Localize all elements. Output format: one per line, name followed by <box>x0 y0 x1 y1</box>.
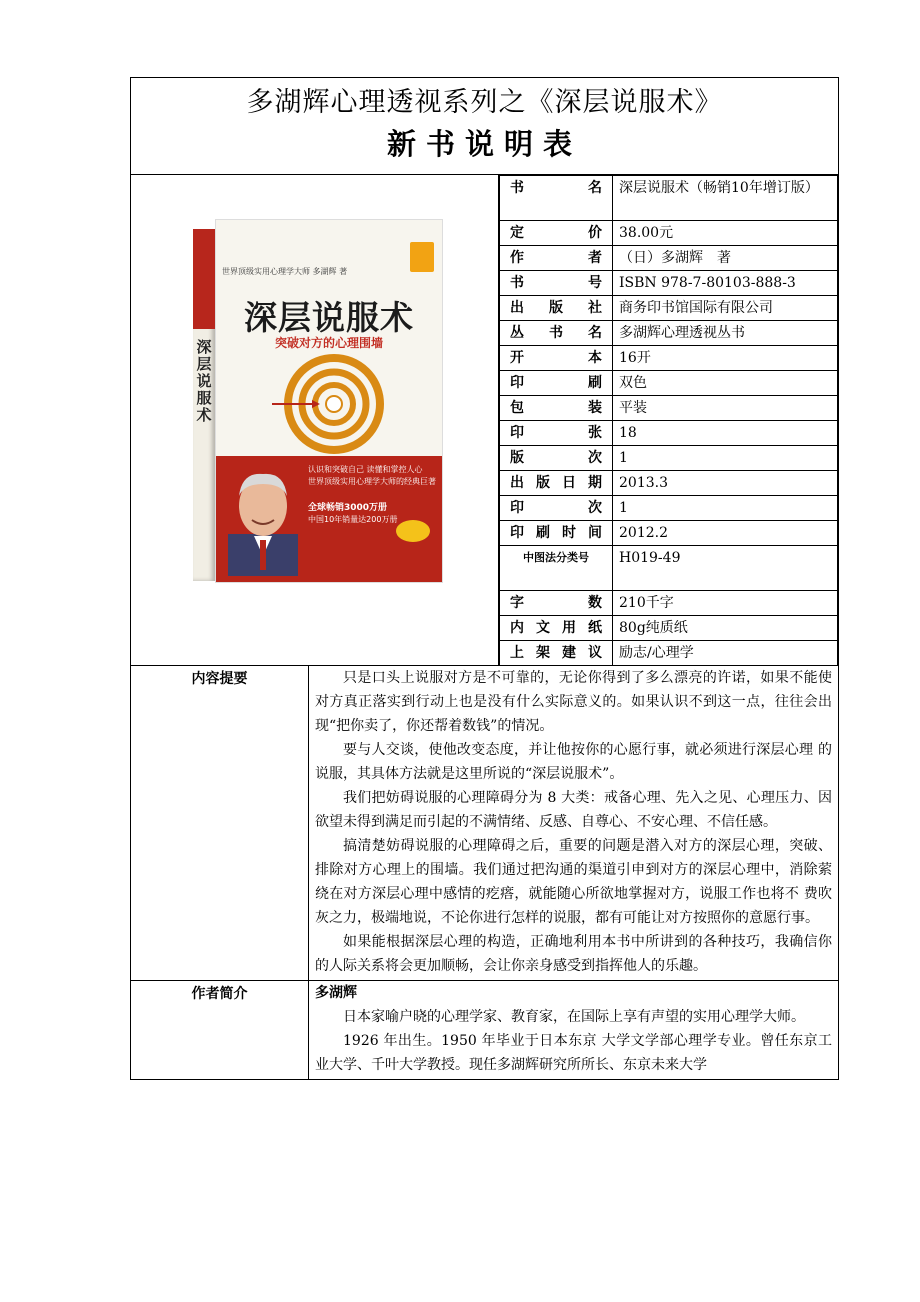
info-row <box>500 421 838 446</box>
target-rings-graphic <box>268 354 388 454</box>
info-label: 中图法分类号 <box>500 546 613 591</box>
edition-badge <box>396 520 430 542</box>
info-label: 定价 <box>500 221 613 246</box>
main-table <box>130 77 839 1080</box>
info-value: 210千字 <box>613 591 838 616</box>
info-value: H019-49 <box>613 546 838 591</box>
info-value: 2012.2 <box>613 521 838 546</box>
info-row <box>500 446 838 471</box>
info-value: 18 <box>613 421 838 446</box>
info-label: 版次 <box>500 446 613 471</box>
book-cover-image <box>193 219 443 585</box>
band-line: 世界顶级实用心理学大师的经典巨著 <box>308 477 436 486</box>
info-row <box>500 246 838 271</box>
info-row <box>500 346 838 371</box>
info-label: 书名 <box>500 176 613 221</box>
info-value: 双色 <box>613 371 838 396</box>
info-value: （日）多湖辉 著 <box>613 246 838 271</box>
info-label: 上架建议 <box>500 641 613 666</box>
info-label: 印刷时间 <box>500 521 613 546</box>
cover-red-band <box>216 456 442 582</box>
info-value: 深层说服术（畅销10年增订版） <box>613 176 838 221</box>
band-line: 全球畅销3000万册 <box>308 503 388 513</box>
book-info-sheet <box>130 77 838 1080</box>
book-front <box>215 219 443 583</box>
info-row <box>500 496 838 521</box>
cover-image-cell <box>131 175 499 666</box>
info-label: 印刷 <box>500 371 613 396</box>
info-value: 38.00元 <box>613 221 838 246</box>
summary-paragraph: 如果能根据深层心理的构造，正确地利用本书中所讲到的各种技巧，我确信你的人际关系将会更加顺畅，会让你亲身感受到指挥他人的乐趣。 <box>315 934 832 974</box>
info-label: 包装 <box>500 396 613 421</box>
cover-top-text: 世界顶级实用心理学大师 多湖辉 著 <box>222 267 348 276</box>
info-value: 16开 <box>613 346 838 371</box>
author-paragraph: 日本家喻户晓的心理学家、教育家，在国际上享有声望的实用心理学大师。 <box>343 1009 805 1025</box>
info-row <box>500 546 838 591</box>
info-label: 印张 <box>500 421 613 446</box>
info-row <box>500 176 838 221</box>
author-portrait <box>222 464 304 576</box>
title-cell <box>131 78 839 175</box>
info-cell <box>499 175 839 666</box>
summary-paragraph: 搞清楚妨碍说服的心理障碍之后，重要的问题是潜入对方的深层心理，突破、排除对方心理上的围墙。我们通过把沟通的渠道引申到对方的深层心理中，消除萦绕在对方深层心理中感情的疙瘩，就能随心所欲地掌握对方，说服工作也将不 费吹灰之力，极端地说，不论你进行怎样的说服，都有可能让对方按照你的意愿行事。 <box>315 838 832 926</box>
info-value: 商务印书馆国际有限公司 <box>613 296 838 321</box>
info-label: 开本 <box>500 346 613 371</box>
info-value: 励志/心理学 <box>613 641 838 666</box>
info-value: 2013.3 <box>613 471 838 496</box>
info-row <box>500 591 838 616</box>
cover-subtitle: 突破对方的心理围墙 <box>274 336 383 350</box>
spine-title: 深层说服术 <box>196 338 212 424</box>
info-label: 印次 <box>500 496 613 521</box>
page-subtitle: 新书说明表 <box>386 127 582 161</box>
page-title: 多湖辉心理透视系列之《深层说服术》 <box>246 87 723 118</box>
info-row <box>500 471 838 496</box>
info-row <box>500 271 838 296</box>
author-label: 作者简介 <box>131 981 309 1080</box>
cover-band-text <box>308 464 440 526</box>
info-label: 内文用纸 <box>500 616 613 641</box>
summary-body <box>309 666 839 981</box>
summary-label: 内容提要 <box>131 666 309 981</box>
info-label: 出版社 <box>500 296 613 321</box>
info-label: 作者 <box>500 246 613 271</box>
book-spine <box>193 229 215 581</box>
author-paragraph: 1926 年出生。1950 年毕业于日本东京 大学文学部心理学专业。曾任东京工业大学、千叶大学教授。现任多湖辉研究所所长、东京未来大学 <box>315 1033 832 1073</box>
author-name: 多湖辉 <box>315 985 357 1001</box>
info-row <box>500 641 838 666</box>
band-line: 中国10年销量达200万册 <box>308 515 398 524</box>
summary-paragraph: 我们把妨碍说服的心理障碍分为 8 大类：戒备心理、先入之见、心理压力、因欲望未得到满足而引起的不满情绪、反感、自尊心、不安心理、不信任感。 <box>315 790 832 830</box>
author-body <box>309 981 839 1080</box>
info-table <box>499 175 838 665</box>
band-line: 认识和突破自己 读懂和掌控人心 <box>308 465 423 474</box>
info-value: 1 <box>613 446 838 471</box>
info-value: 1 <box>613 496 838 521</box>
info-value: 多湖辉心理透视丛书 <box>613 321 838 346</box>
summary-paragraph: 只是口头上说服对方是不可靠的，无论你得到了多么漂亮的许诺，如果不能使对方真正落实到行动上也是没有什么实际意义的。如果认识不到这一点，往往会出现“把你卖了，你还帮着数钱”的情况。 <box>315 670 832 734</box>
info-label: 字数 <box>500 591 613 616</box>
info-row <box>500 221 838 246</box>
info-row <box>500 321 838 346</box>
cover-title: 深层说服术 <box>244 298 414 337</box>
info-row <box>500 396 838 421</box>
publisher-logo <box>410 242 434 272</box>
info-value: 平装 <box>613 396 838 421</box>
summary-paragraph: 要与人交谈，使他改变态度，并让他按你的心愿行事，就必须进行深层心理 的说服，其具体方法就是这里所说的“深层说服术”。 <box>315 742 832 782</box>
info-row <box>500 371 838 396</box>
info-row <box>500 296 838 321</box>
info-row <box>500 616 838 641</box>
info-value: ISBN 978-7-80103-888-3 <box>613 271 838 296</box>
info-label: 丛书名 <box>500 321 613 346</box>
info-row <box>500 521 838 546</box>
info-label: 出版日期 <box>500 471 613 496</box>
info-label: 书号 <box>500 271 613 296</box>
info-value: 80g纯质纸 <box>613 616 838 641</box>
